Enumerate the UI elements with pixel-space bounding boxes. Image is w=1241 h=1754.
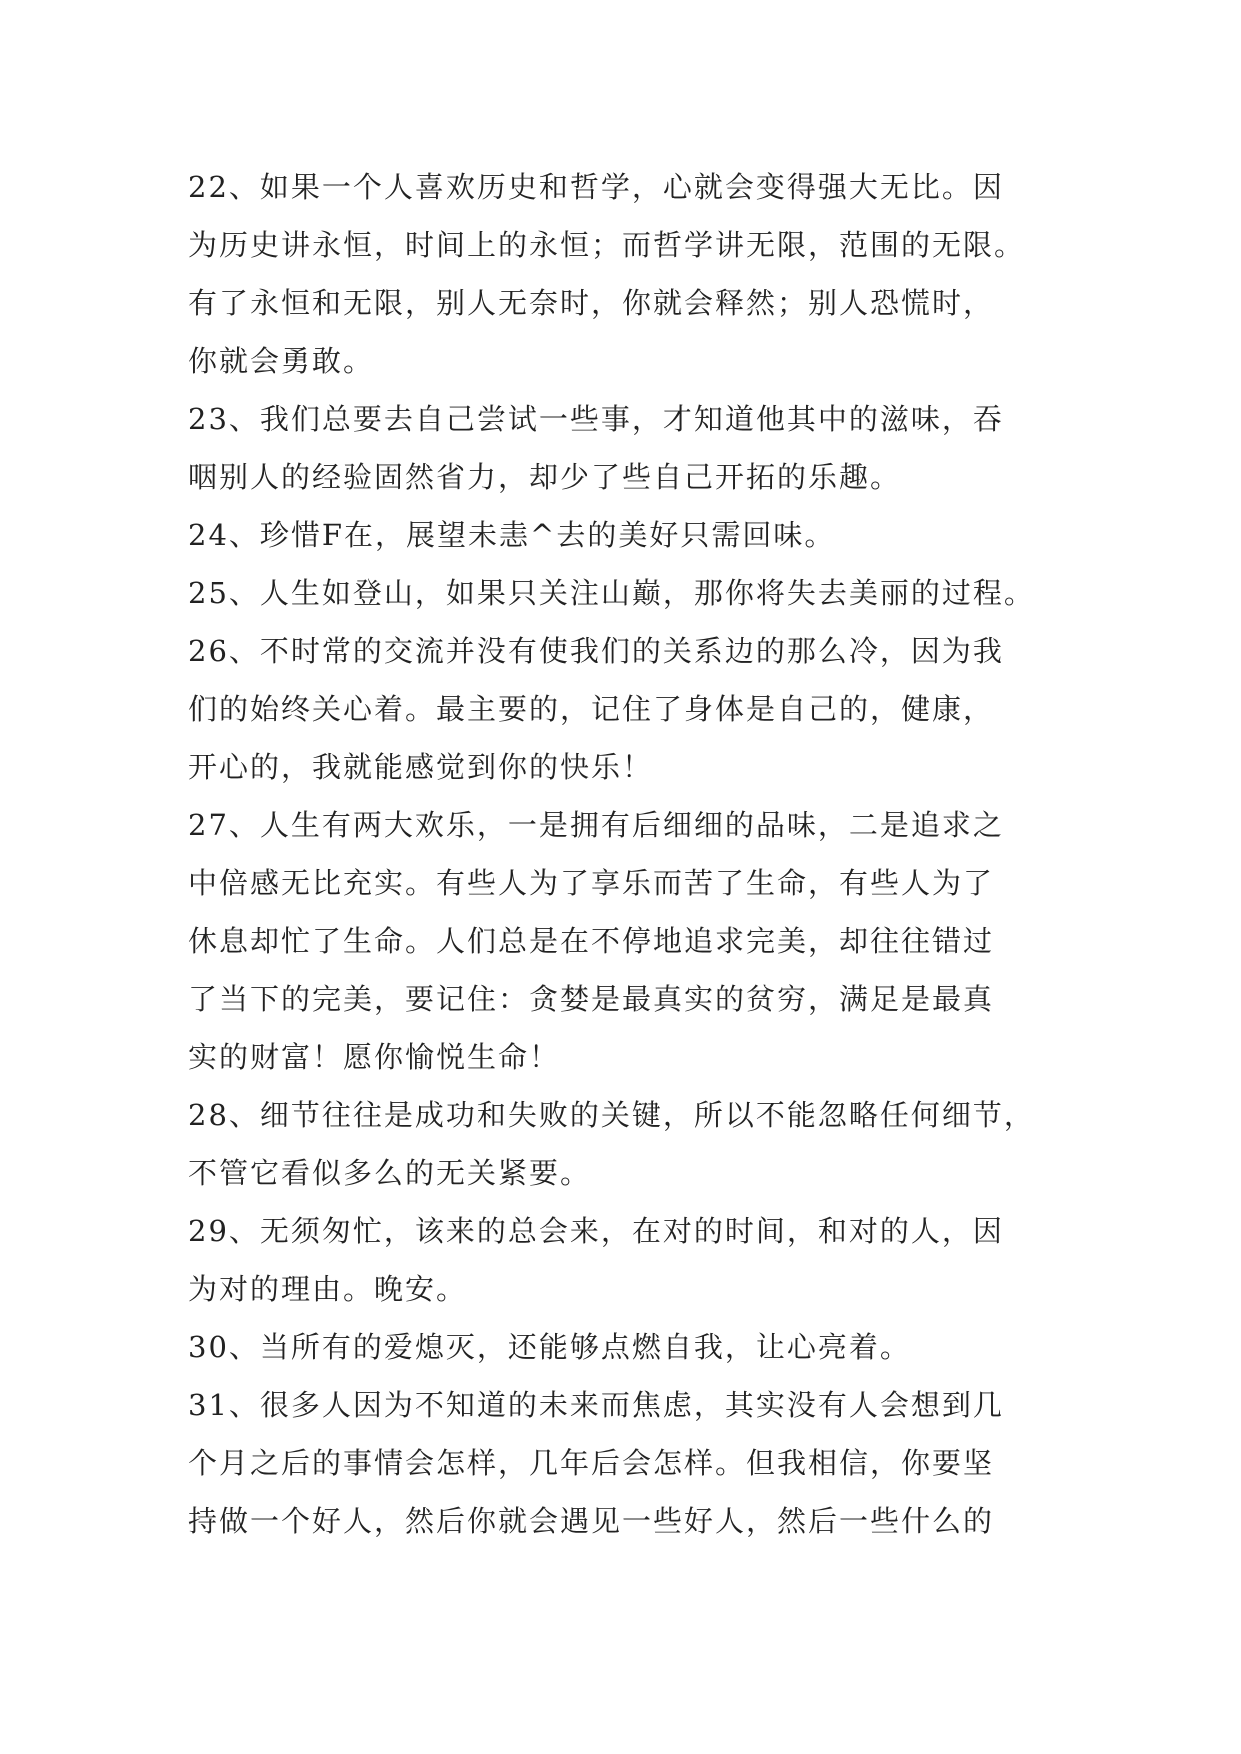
text-line: 28、细节往往是成功和失败的关键，所以不能忽略任何细节， <box>188 1098 1035 1132</box>
text-line: 你就会勇敢。 <box>188 344 375 378</box>
text-line: 休息却忙了生命。人们总是在不停地追求完美，却往往错过 <box>188 924 995 958</box>
text-line: 为对的理由。晚安。 <box>188 1272 468 1306</box>
text-line: 29、无须匆忙，该来的总会来，在对的时间，和对的人，因 <box>188 1214 1004 1248</box>
text-line: 31、很多人因为不知道的未来而焦虑，其实没有人会想到几 <box>188 1388 1004 1422</box>
text-line: 们的始终关心着。最主要的，记住了身体是自己的，健康， <box>188 692 995 726</box>
text-line: 有了永恒和无限，别人无奈时，你就会释然；别人恐慌时， <box>188 286 995 320</box>
text-line: 了当下的完美，要记住：贪婪是最真实的贫穷，满足是最真 <box>188 982 995 1016</box>
text-line: 24、珍惜F在，展望未恚^去的美好只需回味。 <box>188 518 836 552</box>
text-line: 25、人生如登山，如果只关注山巅，那你将失去美丽的过程。 <box>188 576 1035 610</box>
document-body <box>188 158 1068 1550</box>
text-line: 个月之后的事情会怎样，几年后会怎样。但我相信，你要坚 <box>188 1446 995 1480</box>
text-line: 咽别人的经验固然省力，却少了些自己开拓的乐趣。 <box>188 460 902 494</box>
text-line: 22、如果一个人喜欢历史和哲学，心就会变得强大无比。因 <box>188 170 1004 204</box>
text-line: 实的财富！愿你愉悦生命！ <box>188 1040 561 1074</box>
text-line: 中倍感无比充实。有些人为了享乐而苦了生命，有些人为了 <box>188 866 995 900</box>
text-line: 为历史讲永恒，时间上的永恒；而哲学讲无限，范围的无限。 <box>188 228 1026 262</box>
text-line: 持做一个好人，然后你就会遇见一些好人，然后一些什么的 <box>188 1504 995 1538</box>
text-line: 23、我们总要去自己尝试一些事，才知道他其中的滋味，吞 <box>188 402 1004 436</box>
text-line: 27、人生有两大欢乐，一是拥有后细细的品味，二是追求之 <box>188 808 1004 842</box>
text-line: 26、不时常的交流并没有使我们的关系边的那么冷，因为我 <box>188 634 1004 668</box>
text-line: 开心的，我就能感觉到你的快乐！ <box>188 750 654 784</box>
text-line: 不管它看似多么的无关紧要。 <box>188 1156 592 1190</box>
text-line: 30、当所有的爱熄灭，还能够点燃自我，让心亮着。 <box>188 1330 911 1364</box>
